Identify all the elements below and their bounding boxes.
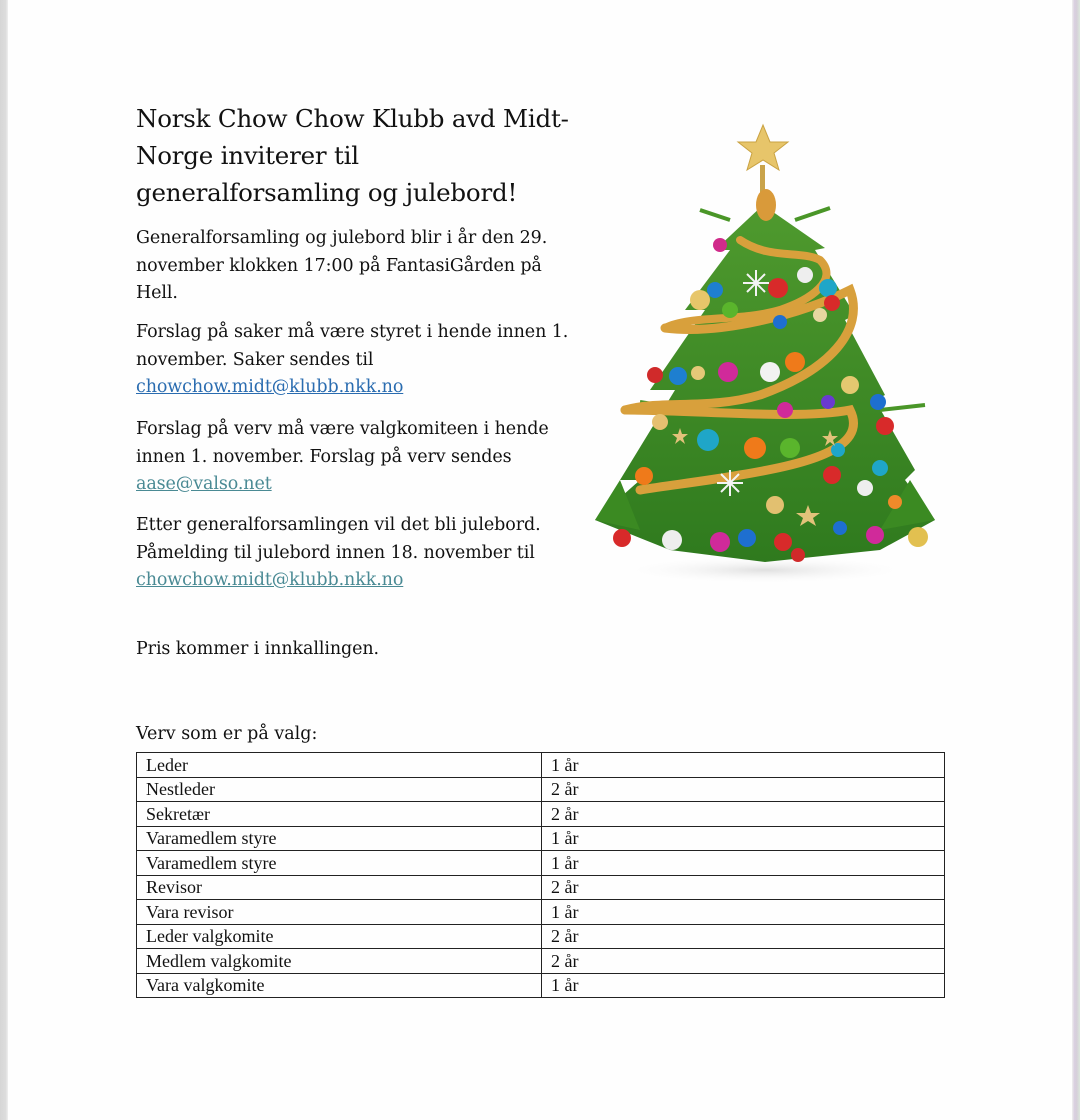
term-cell: 1 år <box>542 826 945 851</box>
email-link-aase[interactable]: aase@valso.net <box>136 474 272 494</box>
role-cell: Varamedlem styre <box>137 851 542 876</box>
christmas-tree-image <box>580 110 950 590</box>
paragraph-price: Pris kommer i innkallingen. <box>136 639 379 659</box>
table-row <box>137 826 945 851</box>
roles-table <box>136 752 945 998</box>
role-cell: Varamedlem styre <box>137 826 542 851</box>
term-cell: 2 år <box>542 777 945 802</box>
paragraph-date-location: Generalforsamling og julebord blir i år den 29. november klokken 17:00 på FantasiGården på Hell. <box>136 228 548 303</box>
paragraph-text: Forslag på saker må være styret i hende innen 1. november. Saker sendes til <box>136 322 569 370</box>
paragraph-proposals-roles <box>136 416 576 499</box>
role-cell: Sekretær <box>137 802 542 827</box>
table-label: Verv som er på valg: <box>136 724 318 744</box>
viewer-left-edge <box>0 0 8 1120</box>
term-cell: 2 år <box>542 802 945 827</box>
term-cell: 1 år <box>542 753 945 778</box>
role-cell: Revisor <box>137 875 542 900</box>
table-row <box>137 802 945 827</box>
term-cell: 2 år <box>542 924 945 949</box>
term-cell: 1 år <box>542 973 945 998</box>
term-cell: 2 år <box>542 875 945 900</box>
table-row <box>137 753 945 778</box>
role-cell: Vara revisor <box>137 900 542 925</box>
table-row <box>137 777 945 802</box>
term-cell: 2 år <box>542 949 945 974</box>
table-row <box>137 924 945 949</box>
role-cell: Nestleder <box>137 777 542 802</box>
role-cell: Medlem valgkomite <box>137 949 542 974</box>
paragraph-text: Etter generalforsamlingen vil det bli julebord. Påmelding til julebord innen 18. november til <box>136 515 541 563</box>
role-cell: Leder <box>137 753 542 778</box>
term-cell: 1 år <box>542 851 945 876</box>
paragraph-julebord-signup <box>136 512 576 595</box>
role-cell: Vara valgkomite <box>137 973 542 998</box>
page-title: Norsk Chow Chow Klubb avd Midt-Norge inviterer til generalforsamling og julebord! <box>136 104 569 207</box>
email-link-chowchow[interactable]: chowchow.midt@klubb.nkk.no <box>136 377 404 397</box>
table-row <box>137 973 945 998</box>
viewer-right-edge <box>1072 0 1080 1120</box>
role-cell: Leder valgkomite <box>137 924 542 949</box>
christmas-tree-icon <box>580 110 950 590</box>
table-row <box>137 875 945 900</box>
term-cell: 1 år <box>542 900 945 925</box>
paragraph-text: Forslag på verv må være valgkomiteen i hende innen 1. november. Forslag på verv sendes <box>136 419 549 467</box>
table-row <box>137 949 945 974</box>
table-row <box>137 851 945 876</box>
email-link-chowchow-signup[interactable]: chowchow.midt@klubb.nkk.no <box>136 570 404 590</box>
table-row <box>137 900 945 925</box>
paragraph-proposals-cases <box>136 319 576 402</box>
